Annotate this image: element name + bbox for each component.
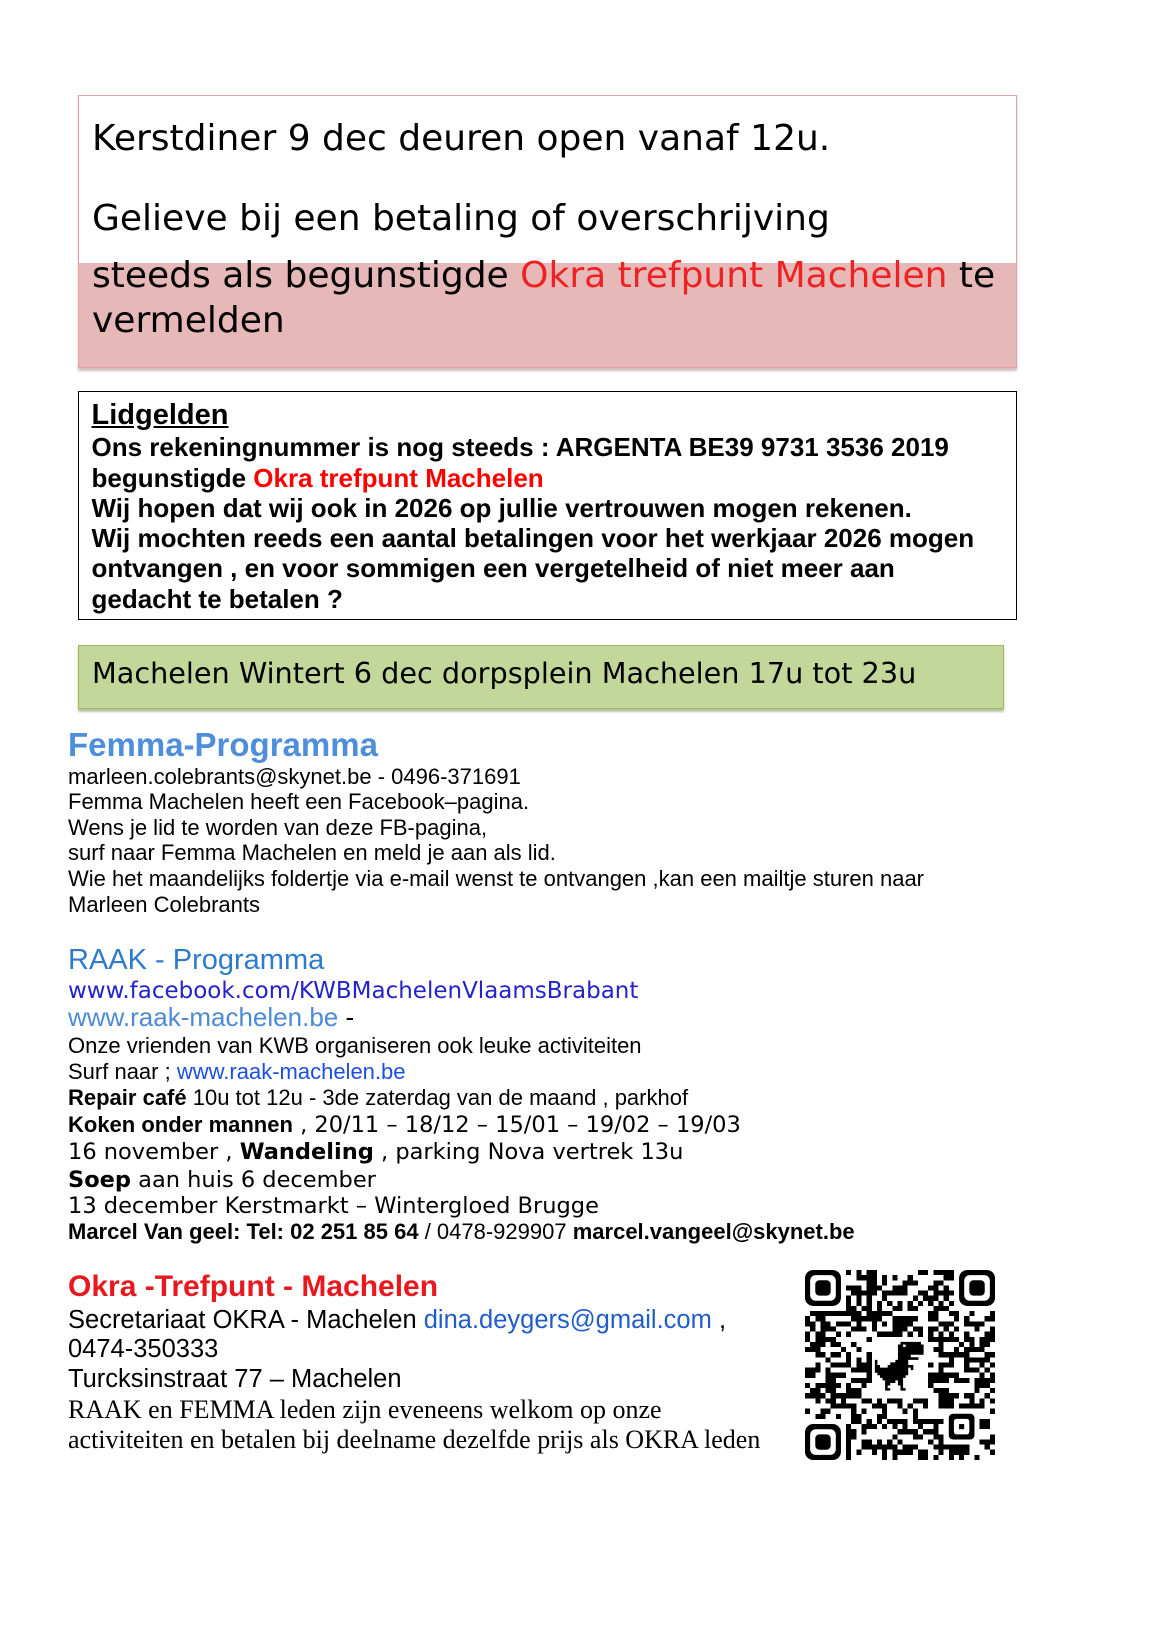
secretariat-line: [68, 1305, 726, 1335]
femma-line: marleen.colebrants@skynet.be - 0496-371691: [68, 764, 521, 789]
beneficiary-name: Okra trefpunt Machelen: [253, 462, 544, 493]
qr-finder-pattern-top-right: [959, 1270, 995, 1306]
membership-line: gedacht te betalen ?: [91, 583, 343, 614]
femma-line: Wie het maandelijks foldertje via e-mail wenst te ontvangen ,kan een mailtje sturen naar: [68, 866, 925, 891]
announcement-line-2: Gelieve bij een betaling of overschrijving: [92, 198, 830, 239]
secretariat-suffix: ,: [711, 1306, 727, 1334]
okra-address: Turcksinstraat 77 – Machelen: [68, 1365, 402, 1393]
raak-surf-link[interactable]: www.raak-machelen.be: [176, 1059, 406, 1084]
membership-line: Wij hopen dat wij ook in 2026 op jullie vertrouwen mogen rekenen.: [91, 492, 912, 523]
okra-title: Okra -Trefpunt - Machelen: [68, 1270, 439, 1303]
femma-line: Wens je lid te worden van deze FB-pagina,: [68, 815, 488, 840]
membership-title: Lidgelden: [91, 399, 229, 431]
membership-line: ontvangen , en voor sommigen een vergetelheid of niet meer aan: [91, 552, 895, 583]
qr-alignment-pattern: [949, 1414, 975, 1440]
repair-cafe-label: Repair café: [68, 1085, 187, 1110]
announcement-line-1: Kerstdiner 9 dec deuren open vanaf 12u.: [92, 118, 831, 159]
announcement-line-4: vermelden: [92, 300, 285, 341]
membership-line: Wij mochten reeds een aantal betalingen voor het werkjaar 2026 mogen: [91, 522, 975, 553]
raak-contact-name-phone: Marcel Van geel: Tel: 02 251 85 64: [68, 1219, 419, 1244]
membership-fees-box: [78, 391, 1017, 620]
okra-phone: 0474-350333: [68, 1335, 219, 1363]
event-banner-text: Machelen Wintert 6 dec dorpsplein Machelen 17u tot 23u: [92, 656, 917, 690]
christmas-market-line: 13 december Kerstmarkt – Wintergloed Brugge: [68, 1193, 599, 1219]
announcement-box: [78, 95, 1017, 368]
femma-line: surf naar Femma Machelen en meld je aan als lid.: [68, 840, 556, 865]
raak-surf-label: Surf naar ;: [68, 1059, 177, 1084]
cooking-line: [68, 1112, 741, 1138]
secretariat-email-link[interactable]: dina.deygers@gmail.com: [423, 1306, 712, 1334]
soup-line: [68, 1167, 376, 1193]
beneficiary-line: [92, 463, 544, 493]
announcement-line-3-start: steeds als begunstigde: [92, 255, 521, 296]
femma-line: Femma Machelen heeft een Facebook–pagina.: [68, 789, 530, 814]
raak-website-suffix: -: [338, 1002, 355, 1032]
qr-finder-pattern-top-left: [805, 1270, 841, 1306]
femma-title: Femma-Programma: [68, 726, 378, 763]
raak-contact-line: [68, 1219, 855, 1245]
raak-title: RAAK - Programma: [68, 944, 325, 976]
cooking-dates: , 20/11 – 18/12 – 15/01 – 19/02 – 19/03: [292, 1112, 741, 1138]
secretariat-label: Secretariaat OKRA - Machelen: [68, 1306, 424, 1334]
walk-details: , parking Nova vertrek 13u: [373, 1139, 684, 1165]
announcement-beneficiary-highlight: Okra trefpunt Machelen: [520, 255, 948, 296]
raak-website-line: [68, 1002, 354, 1032]
event-banner: [78, 645, 1004, 709]
soup-label: Soep: [68, 1167, 132, 1193]
walk-line: [68, 1139, 683, 1165]
raak-surf-line: [68, 1059, 406, 1085]
soup-text: aan huis 6 december: [131, 1167, 376, 1193]
raak-contact-email: marcel.vangeel@skynet.be: [572, 1219, 855, 1244]
welcome-line: RAAK en FEMMA leden zijn eveneens welkom op onze: [68, 1395, 662, 1424]
femma-line: Marleen Colebrants: [68, 892, 260, 917]
repair-cafe-text: 10u tot 12u - 3de zaterdag van de maand , parkhof: [186, 1085, 689, 1110]
qr-finder-pattern-bottom-left: [805, 1424, 841, 1460]
raak-website-link[interactable]: www.raak-machelen.be: [68, 1002, 339, 1032]
facebook-link[interactable]: www.facebook.com/KWBMachelenVlaamsBrabant: [68, 978, 639, 1004]
raak-contact-mobile: / 0478-929907: [418, 1219, 573, 1244]
qr-code: [805, 1270, 995, 1460]
announcement-line-3-end: te: [947, 255, 996, 296]
walk-label: Wandeling: [239, 1139, 374, 1165]
beneficiary-label: begunstigde: [91, 462, 254, 493]
repair-cafe-line: [68, 1085, 688, 1111]
walk-date: 16 november ,: [68, 1139, 240, 1165]
account-number-line: Ons rekeningnummer is nog steeds : ARGENTA BE39 9731 3536 2019: [91, 431, 949, 462]
raak-intro: Onze vrienden van KWB organiseren ook leuke activiteiten: [68, 1033, 642, 1058]
announcement-line-3: [92, 254, 995, 298]
welcome-line: activiteiten en betalen bij deelname dezelfde prijs als OKRA leden: [68, 1425, 761, 1454]
cooking-label: Koken onder mannen: [68, 1112, 293, 1137]
